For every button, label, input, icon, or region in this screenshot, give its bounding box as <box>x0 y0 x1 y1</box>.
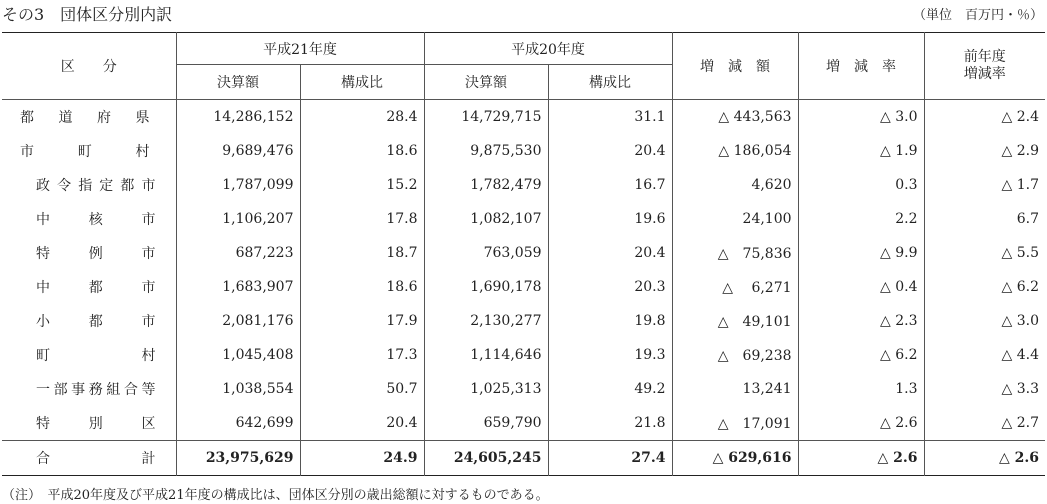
footnote: （注） 平成20年度及び平成21年度の構成比は、団体区分別の歳出総額に対するものである。 <box>2 488 549 503</box>
cell-fy21-amount: 23,975,629 <box>176 441 300 476</box>
cell-fy20-ratio: 19.8 <box>548 304 672 338</box>
category-char: 小 <box>36 314 50 330</box>
category-char: 令 <box>57 178 72 194</box>
cell-prev-change-rate: △ 5.5 <box>924 236 1045 270</box>
row-category <box>2 202 176 236</box>
category-char: 都 <box>20 110 34 126</box>
category-char: 指 <box>78 178 93 194</box>
category-char: 別 <box>88 416 103 432</box>
cell-fy20-amount: 659,790 <box>424 406 548 441</box>
header-fy21-settlement: 決算額 <box>176 65 300 100</box>
header-fy20-settlement: 決算額 <box>424 65 548 100</box>
cell-change-rate: 1.3 <box>798 372 924 406</box>
cell-fy21-ratio: 18.6 <box>300 270 424 304</box>
cell-fy21-ratio: 18.6 <box>300 134 424 168</box>
category-char: 市 <box>141 178 156 194</box>
cell-prev-change-rate: △ 1.7 <box>924 168 1045 202</box>
category-char: 町 <box>36 348 50 364</box>
header-category: 区 分 <box>2 33 176 100</box>
cell-fy21-amount: 14,286,152 <box>176 100 300 135</box>
row-category <box>2 338 176 372</box>
cell-fy21-ratio: 50.7 <box>300 372 424 406</box>
category-char: 事 <box>71 382 86 398</box>
category-char: 等 <box>141 382 156 398</box>
cell-fy21-ratio: 15.2 <box>300 168 424 202</box>
row-category-label <box>20 141 150 161</box>
category-char: 合 <box>123 382 138 398</box>
category-char: 都 <box>88 280 103 296</box>
category-char: 部 <box>53 382 68 398</box>
cell-change-rate: △ 9.9 <box>798 236 924 270</box>
table-row <box>2 100 1045 135</box>
row-category-label <box>36 209 156 229</box>
category-char: 例 <box>88 246 103 262</box>
cell-fy21-ratio: 17.9 <box>300 304 424 338</box>
header-prev-change-line1: 前年度 <box>963 49 1006 65</box>
cell-fy21-amount: 1,038,554 <box>176 372 300 406</box>
category-char: 村 <box>135 144 150 160</box>
table-row <box>2 441 1045 476</box>
header-fy20-ratio: 構成比 <box>548 65 672 100</box>
row-category <box>2 372 176 406</box>
header-fy21-ratio: 構成比 <box>300 65 424 100</box>
row-category-label <box>36 277 156 297</box>
cell-fy20-ratio: 20.3 <box>548 270 672 304</box>
category-char: 都 <box>88 314 103 330</box>
category-char: 市 <box>141 314 156 330</box>
header-prev-change-rate <box>924 33 1045 100</box>
cell-fy21-amount: 1,683,907 <box>176 270 300 304</box>
row-category <box>2 270 176 304</box>
category-char: 中 <box>36 280 50 296</box>
category-char: 組 <box>106 382 121 398</box>
row-category-label <box>20 107 150 127</box>
cell-fy20-amount: 14,729,715 <box>424 100 548 135</box>
cell-change-amount: △ 17,091 <box>672 406 798 441</box>
cell-change-amount: △ 186,054 <box>672 134 798 168</box>
table-row <box>2 134 1045 168</box>
cell-fy20-amount: 1,114,646 <box>424 338 548 372</box>
table-row <box>2 338 1045 372</box>
table-row <box>2 202 1045 236</box>
cell-change-amount: 4,620 <box>672 168 798 202</box>
cell-fy21-ratio: 24.9 <box>300 441 424 476</box>
category-char: 道 <box>58 110 73 126</box>
cell-fy21-amount: 2,081,176 <box>176 304 300 338</box>
header-fy21: 平成21年度 <box>176 33 424 65</box>
cell-fy20-ratio: 31.1 <box>548 100 672 135</box>
category-char: 特 <box>36 416 50 432</box>
cell-fy20-amount: 24,605,245 <box>424 441 548 476</box>
cell-fy20-ratio: 20.4 <box>548 236 672 270</box>
cell-fy20-ratio: 16.7 <box>548 168 672 202</box>
category-char: 中 <box>36 212 50 228</box>
cell-fy21-amount: 642,699 <box>176 406 300 441</box>
header-prev-change-line2: 増減率 <box>963 66 1006 82</box>
cell-change-rate: △ 1.9 <box>798 134 924 168</box>
cell-prev-change-rate: △ 2.9 <box>924 134 1045 168</box>
table-row <box>2 372 1045 406</box>
category-char: 計 <box>141 451 156 467</box>
cell-change-rate: 0.3 <box>798 168 924 202</box>
row-category-label <box>36 311 156 331</box>
cell-fy20-amount: 1,690,178 <box>424 270 548 304</box>
category-char: 村 <box>141 348 156 364</box>
cell-prev-change-rate: △ 2.4 <box>924 100 1045 135</box>
cell-fy20-amount: 1,082,107 <box>424 202 548 236</box>
cell-fy21-ratio: 17.3 <box>300 338 424 372</box>
cell-fy21-ratio: 18.7 <box>300 236 424 270</box>
table-row <box>2 236 1045 270</box>
category-char: 市 <box>141 246 156 262</box>
cell-fy21-amount: 1,106,207 <box>176 202 300 236</box>
row-category-label <box>36 413 156 433</box>
cell-fy20-ratio: 49.2 <box>548 372 672 406</box>
cell-fy20-ratio: 19.6 <box>548 202 672 236</box>
category-char: 区 <box>141 416 156 432</box>
category-char: 市 <box>141 280 156 296</box>
cell-change-amount: △ 6,271 <box>672 270 798 304</box>
cell-change-amount: △ 75,836 <box>672 236 798 270</box>
row-category <box>2 168 176 202</box>
cell-change-rate: △ 6.2 <box>798 338 924 372</box>
cell-fy20-ratio: 21.8 <box>548 406 672 441</box>
category-char: 町 <box>77 144 92 160</box>
category-char: 定 <box>99 178 114 194</box>
category-char: 一 <box>36 382 50 398</box>
category-char: 県 <box>135 110 150 126</box>
cell-change-rate: △ 2.6 <box>798 406 924 441</box>
table-body <box>2 100 1045 476</box>
category-char: 政 <box>36 178 50 194</box>
cell-change-rate: △ 3.0 <box>798 100 924 135</box>
row-category <box>2 134 176 168</box>
cell-prev-change-rate: △ 6.2 <box>924 270 1045 304</box>
cell-fy20-amount: 1,782,479 <box>424 168 548 202</box>
cell-change-amount: △ 69,238 <box>672 338 798 372</box>
table-row <box>2 406 1045 441</box>
category-char: 特 <box>36 246 50 262</box>
category-char: 務 <box>88 382 103 398</box>
row-category-label <box>36 379 156 399</box>
cell-change-amount: △ 443,563 <box>672 100 798 135</box>
category-char: 都 <box>120 178 135 194</box>
cell-prev-change-rate: △ 3.0 <box>924 304 1045 338</box>
cell-fy21-amount: 1,787,099 <box>176 168 300 202</box>
row-category-label <box>36 448 156 468</box>
row-category-label <box>36 345 156 365</box>
cell-fy21-ratio: 20.4 <box>300 406 424 441</box>
cell-prev-change-rate: 6.7 <box>924 202 1045 236</box>
category-char: 合 <box>36 451 50 467</box>
cell-prev-change-rate: △ 3.3 <box>924 372 1045 406</box>
cell-change-rate: 2.2 <box>798 202 924 236</box>
category-char: 核 <box>88 212 103 228</box>
cell-change-amount: 24,100 <box>672 202 798 236</box>
cell-fy20-ratio: 19.3 <box>548 338 672 372</box>
table-row <box>2 168 1045 202</box>
category-char: 府 <box>97 110 111 126</box>
category-char: 市 <box>141 212 156 228</box>
cell-fy21-amount: 687,223 <box>176 236 300 270</box>
row-category <box>2 236 176 270</box>
row-category <box>2 441 176 476</box>
cell-fy20-ratio: 27.4 <box>548 441 672 476</box>
cell-change-amount: △ 49,101 <box>672 304 798 338</box>
cell-prev-change-rate: △ 4.4 <box>924 338 1045 372</box>
cell-fy20-amount: 763,059 <box>424 236 548 270</box>
row-category <box>2 100 176 135</box>
cell-fy21-ratio: 17.8 <box>300 202 424 236</box>
cell-change-amount: △ 629,616 <box>672 441 798 476</box>
table-row <box>2 270 1045 304</box>
cell-fy20-amount: 1,025,313 <box>424 372 548 406</box>
cell-change-rate: △ 2.3 <box>798 304 924 338</box>
header-change-rate: 増 減 率 <box>798 33 924 100</box>
row-category <box>2 406 176 441</box>
table-row <box>2 304 1045 338</box>
data-table <box>2 32 1045 476</box>
row-category <box>2 304 176 338</box>
cell-change-amount: 13,241 <box>672 372 798 406</box>
header-fy20: 平成20年度 <box>424 33 672 65</box>
row-category-label <box>36 243 156 263</box>
row-category-label <box>36 175 156 195</box>
cell-fy20-amount: 2,130,277 <box>424 304 548 338</box>
cell-prev-change-rate: △ 2.6 <box>924 441 1045 476</box>
category-char: 市 <box>20 144 34 160</box>
unit-label: （単位 百万円・％） <box>912 8 1043 23</box>
cell-fy21-amount: 1,045,408 <box>176 338 300 372</box>
cell-fy20-ratio: 20.4 <box>548 134 672 168</box>
header-change-amount: 増 減 額 <box>672 33 798 100</box>
cell-change-rate: △ 0.4 <box>798 270 924 304</box>
cell-prev-change-rate: △ 2.7 <box>924 406 1045 441</box>
table-title: その3 団体区分別内訳 <box>2 5 173 24</box>
cell-fy21-amount: 9,689,476 <box>176 134 300 168</box>
cell-change-rate: △ 2.6 <box>798 441 924 476</box>
cell-fy20-amount: 9,875,530 <box>424 134 548 168</box>
cell-fy21-ratio: 28.4 <box>300 100 424 135</box>
